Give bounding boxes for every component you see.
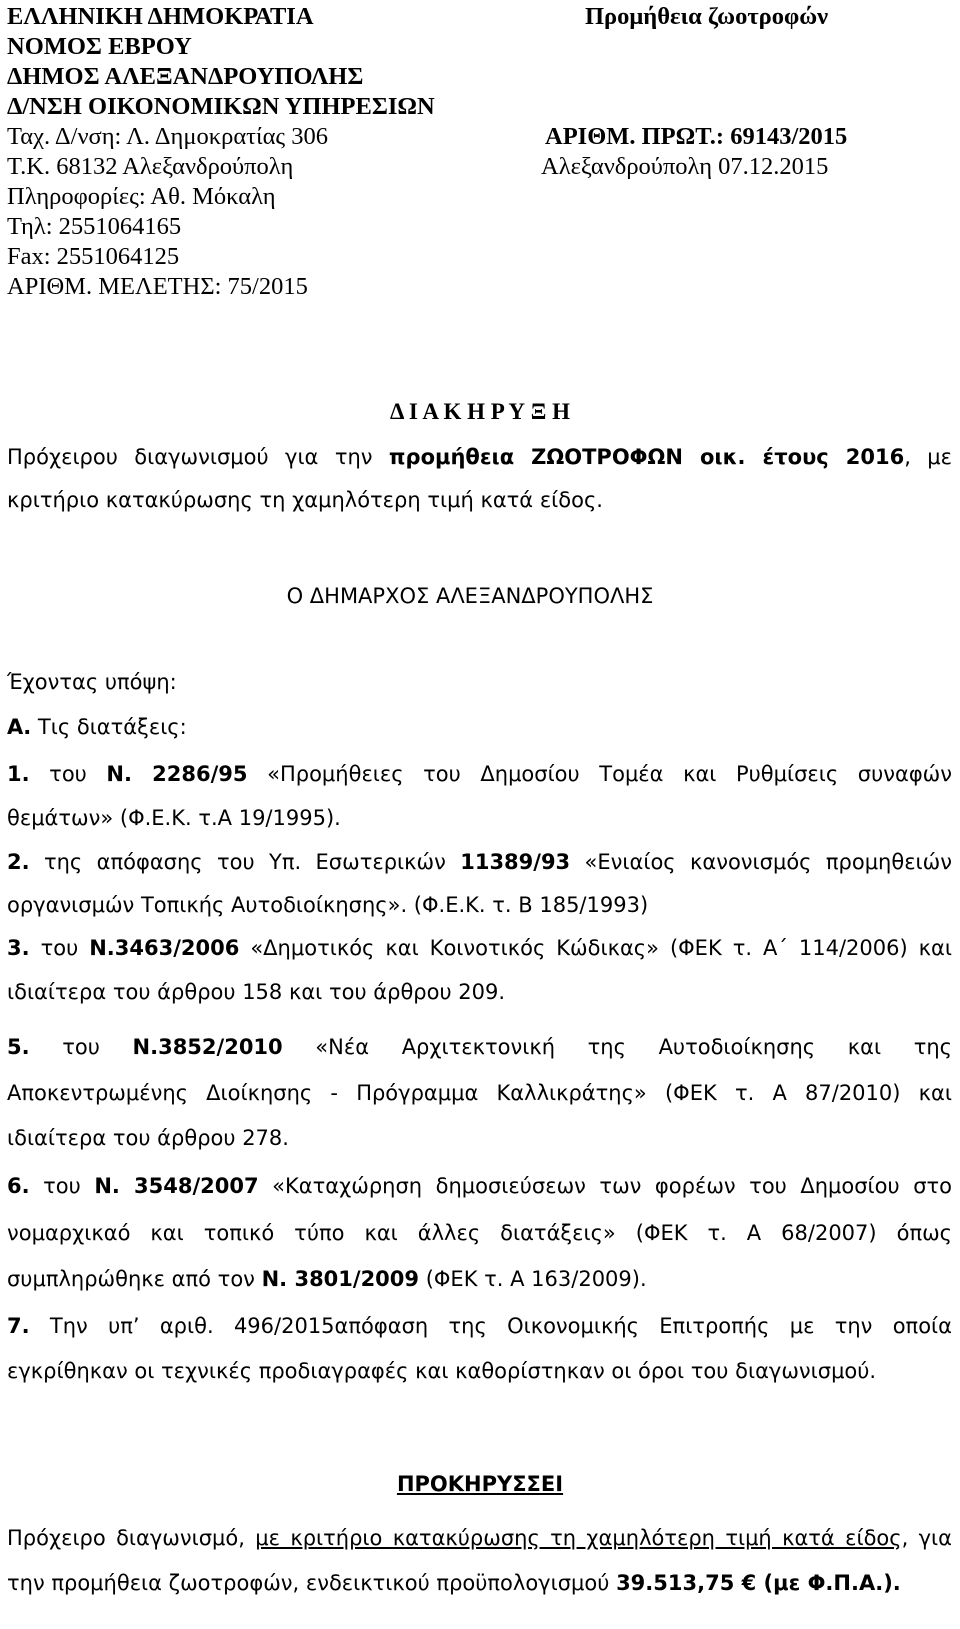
item-3-law: Ν.3463/2006	[89, 936, 240, 960]
place-date: Αλεξανδρούπολη 07.12.2015	[541, 153, 829, 180]
item-7-number: 7.	[7, 1314, 30, 1338]
item-6-line-3	[7, 1265, 647, 1293]
item-2-number: 2.	[7, 850, 30, 874]
item-3-number: 3.	[7, 936, 30, 960]
item-6-line-2: νομαρχικαό και τοπικό τύπο και άλλες διατάξεις» (ΦΕΚ τ. Α 68/2007) όπως	[7, 1221, 952, 1245]
study-number: ΑΡΙΘΜ. ΜΕΛΕΤΗΣ: 75/2015	[7, 273, 308, 300]
subject-label: Προμήθεια ζωοτροφών	[585, 3, 829, 30]
item-6-supplement-text: συμπληρώθηκε από τον	[7, 1267, 262, 1291]
item-3-line-2: ιδιαίτερα του άρθρου 158 και του άρθρου 209.	[7, 980, 506, 1004]
phone-number: Τηλ: 2551064165	[7, 213, 182, 240]
considering-label: Έχοντας υπόψη:	[7, 670, 177, 694]
item-3-title: «Δημοτικός και Κοινοτικός Κώδικας» (ΦΕΚ τ. Α΄ 114/2006) και	[239, 936, 952, 960]
item-7-text: Την υπ’ αριθ. 496/2015απόφαση της Οικονομικής Επιτροπής με την οποία	[29, 1314, 952, 1338]
closing-budget-text: την προμήθεια ζωοτροφών, ενδεικτικού προϋπολογισμού	[7, 1571, 617, 1595]
item-6-law: Ν. 3548/2007	[94, 1174, 259, 1198]
item-2-text: της απόφασης του Υπ. Εσωτερικών	[29, 850, 461, 874]
municipality-label: ΔΗΜΟΣ ΑΛΕΞΑΝΔΡΟΥΠΟΛΗΣ	[7, 63, 364, 90]
item-2-title: «Ενιαίος κανονισμός προμηθειών	[570, 850, 952, 874]
item-7-line-2: εγκρίθηκαν οι τεχνικές προδιαγραφές και καθορίστηκαν οι όροι του διαγωνισμού.	[7, 1359, 877, 1383]
item-5-law: Ν.3852/2010	[132, 1035, 283, 1059]
closing-criterion: με κριτήριο κατακύρωσης τη χαμηλότερη τιμή κατά είδος	[255, 1526, 902, 1550]
postcode-label: Τ.Κ. 68132 Αλεξανδρούπολη	[7, 153, 294, 180]
item-3-text: του	[29, 936, 90, 960]
closing-line-1	[7, 1524, 952, 1552]
item-1-number: 1.	[7, 762, 30, 786]
item-6-supplement-ref: (ΦΕΚ τ. Α 163/2009).	[419, 1267, 647, 1291]
item-6-text: του	[29, 1174, 95, 1198]
intro-text: Πρόχειρου διαγωνισμού για την	[7, 445, 389, 469]
document-title: Δ Ι Α Κ Η Ρ Υ Ξ Η	[390, 399, 570, 424]
item-5-number: 5.	[7, 1035, 30, 1059]
item-5-title: «Νέα Αρχιτεκτονική της Αυτοδιοίκησης και της	[282, 1035, 953, 1059]
item-1-text: του	[29, 762, 107, 786]
item-2-line-2: οργανισμών Τοπικής Αυτοδιοίκησης». (Φ.Ε.Κ. τ. Β 185/1993)	[7, 893, 649, 917]
intro-line-2: κριτήριο κατακύρωσης τη χαμηλότερη τιμή κατά είδος.	[7, 488, 603, 512]
intro-line-1	[7, 443, 952, 471]
info-contact: Πληροφορίες: Αθ. Μόκαλη	[7, 183, 276, 210]
prefecture-label: ΝΟΜΟΣ ΕΒΡΟΥ	[7, 33, 192, 60]
address-label: Ταχ. Δ/νση: Λ. Δημοκρατίας 306	[7, 123, 329, 150]
fax-number: Fax: 2551064125	[7, 243, 180, 270]
item-6-title: «Καταχώρηση δημοσιεύσεων των φορέων του Δημοσίου στο	[258, 1174, 952, 1198]
closing-line-2	[7, 1569, 901, 1597]
item-5-line-1	[7, 1033, 952, 1061]
closing-text: Πρόχειρο διαγωνισμό,	[7, 1526, 256, 1550]
section-a	[7, 713, 187, 741]
item-1-line-1	[7, 760, 952, 788]
republic-label: ΕΛΛΗΝΙΚΗ ΔΗΜΟΚΡΑΤΙΑ	[7, 3, 314, 30]
item-1-line-2: θεμάτων» (Φ.Ε.Κ. τ.Α 19/1995).	[7, 806, 341, 830]
item-5-line-3: ιδιαίτερα του άρθρου 278.	[7, 1126, 289, 1150]
section-a-text: Τις διατάξεις:	[31, 715, 187, 739]
item-5-line-2: Αποκεντρωμένης Διοίκησης - Πρόγραμμα Καλλικράτης» (ΦΕΚ τ. Α 87/2010) και	[7, 1081, 952, 1105]
section-a-number: Α.	[7, 715, 32, 739]
item-6-number: 6.	[7, 1174, 30, 1198]
closing-budget-amount: 39.513,75 € (με Φ.Π.Α.).	[616, 1571, 901, 1595]
item-1-title: «Προμήθειες του Δημοσίου Τομέα και Ρυθμίσεις συναφών	[247, 762, 952, 786]
item-3-line-1	[7, 934, 952, 962]
mayor-heading: Ο ΔΗΜΑΡΧΟΣ ΑΛΕΞΑΝΔΡΟΥΠΟΛΗΣ	[286, 584, 654, 608]
intro-subject: προμήθεια ΖΩΟΤΡΟΦΩΝ οικ. έτους 2016	[388, 445, 905, 469]
protocol-number: ΑΡΙΘΜ. ΠΡΩΤ.: 69143/2015	[545, 123, 848, 150]
closing-text-end: , για	[901, 1526, 952, 1550]
item-1-law: Ν. 2286/95	[106, 762, 248, 786]
item-7-line-1	[7, 1312, 952, 1340]
item-6-line-1	[7, 1172, 952, 1200]
item-6-supplement-law: Ν. 3801/2009	[261, 1267, 420, 1291]
item-2-line-1	[7, 848, 952, 876]
directorate-label: Δ/ΝΣΗ ΟΙΚΟΝΟΜΙΚΩΝ ΥΠΗΡΕΣΙΩΝ	[7, 93, 435, 120]
intro-text-end: , με	[904, 445, 953, 469]
proclaims-heading: ΠΡΟΚΗΡΥΣΣΕΙ	[396, 1472, 564, 1496]
item-2-decision: 11389/93	[460, 850, 571, 874]
item-5-text: του	[29, 1035, 133, 1059]
